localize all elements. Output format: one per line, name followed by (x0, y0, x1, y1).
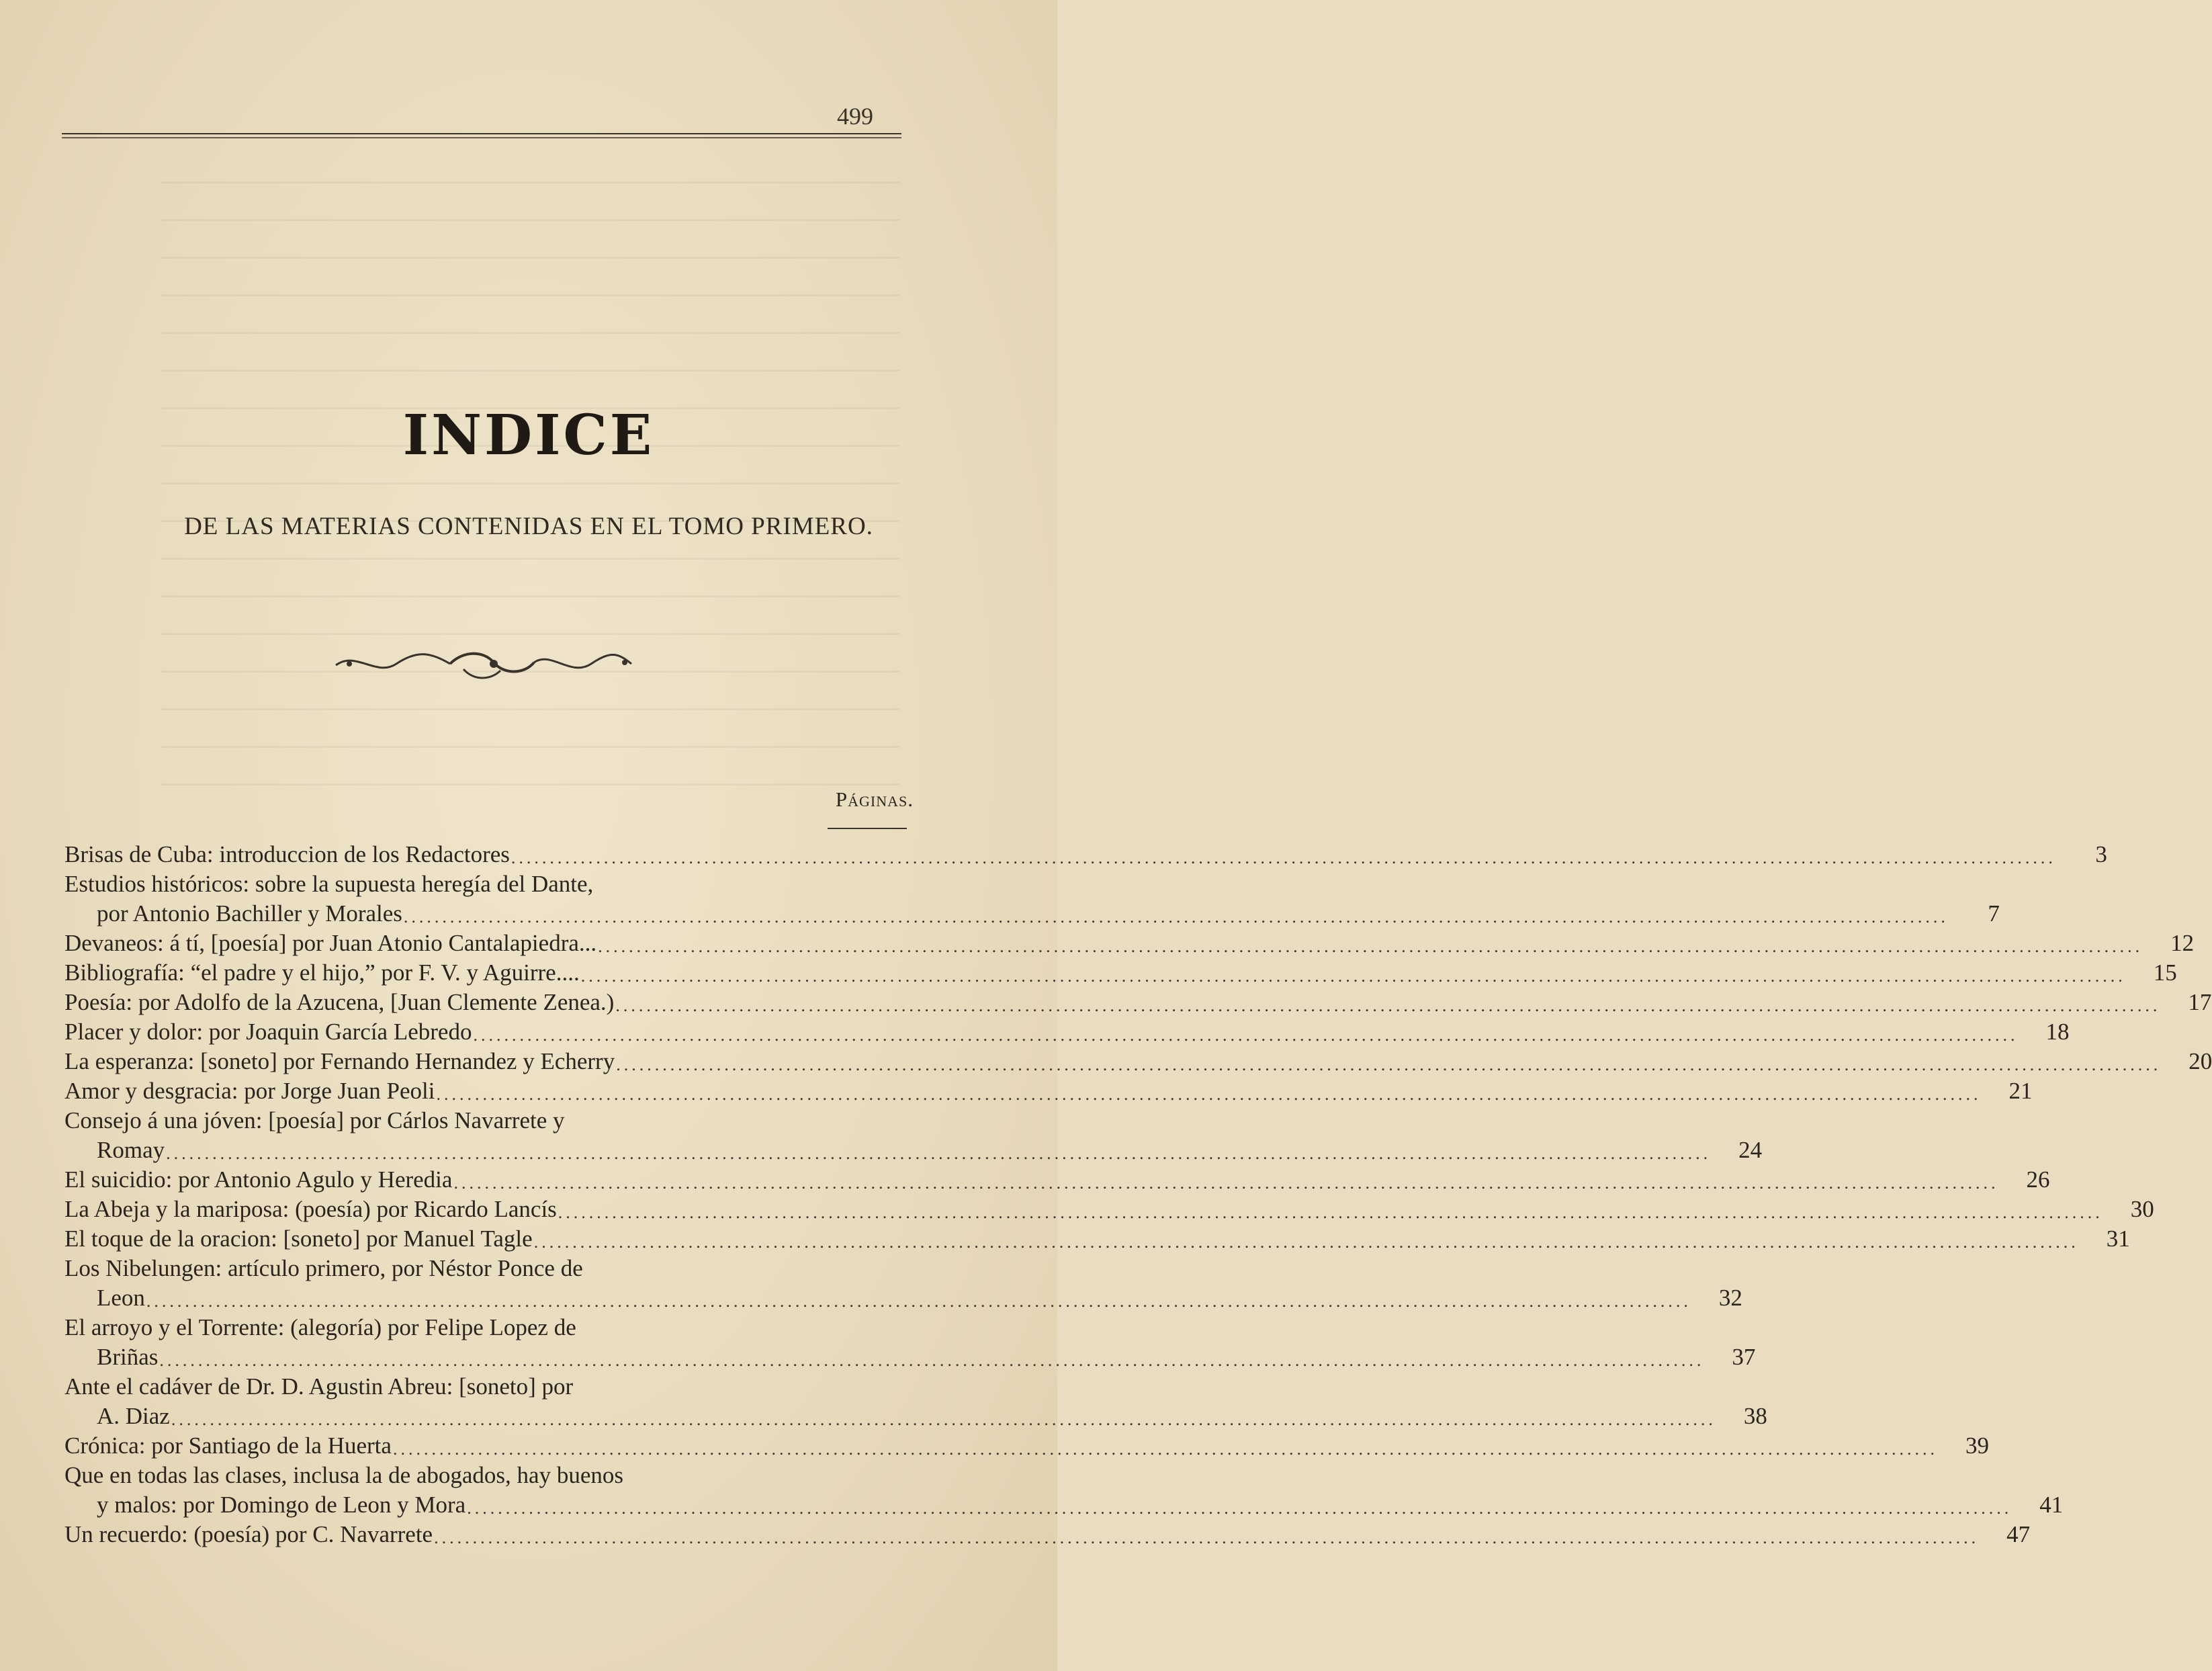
entry-page-number: 7 (1988, 900, 2000, 927)
entry-line (64, 840, 2107, 869)
entry-line (64, 988, 2212, 1017)
entry-page-number: 39 (1965, 1432, 1989, 1459)
dot-leader: ........................................................................................................................................................................................................ (616, 1055, 2162, 1074)
index-entry (64, 929, 2195, 958)
entry-continuation-line (64, 1342, 1756, 1372)
index-entry (64, 840, 2107, 869)
entry-line (64, 1165, 2050, 1195)
entry-line (64, 1076, 2033, 1106)
entry-continuation-line (64, 1136, 1763, 1165)
dot-leader: ........................................................................................................................................................................................................ (511, 848, 2056, 867)
entry-title-text: A. Diaz (97, 1403, 170, 1429)
entry-title-text: Estudios históricos: sobre la supuesta heregía del Dante, (64, 871, 594, 897)
entry-page-number: 24 (1738, 1137, 1763, 1163)
show-through-texture (161, 181, 900, 786)
entry-page-number: 30 (2130, 1196, 2154, 1222)
entry-page-number: 47 (2006, 1521, 2031, 1547)
entry-page-number: 17 (2188, 989, 2212, 1015)
index-entry (64, 1224, 2130, 1254)
entry-title-text: Leon (97, 1285, 145, 1311)
dot-leader: ........................................................................................................................................................................................................ (434, 1528, 1980, 1547)
entry-continuation-line (64, 1402, 1767, 1431)
index-entry (64, 1047, 2212, 1076)
entry-page-number: 37 (1732, 1344, 1756, 1370)
index-entry (64, 1254, 1742, 1313)
index-entry (64, 1165, 2050, 1195)
entry-title-text: Amor y desgracia: por Jorge Juan Peoli (64, 1078, 435, 1104)
entry-page-number: 32 (1718, 1285, 1742, 1311)
entry-page-number: 3 (2095, 841, 2107, 867)
index-entry (64, 1520, 2031, 1549)
dot-leader: ........................................................................................................................................................................................................ (166, 1144, 1712, 1163)
dot-leader: ........................................................................................................................................................................................................ (473, 1025, 2019, 1045)
entry-title-text: Los Nibelungen: artículo primero, por Néstor Ponce de (64, 1255, 583, 1281)
index-entry (64, 1076, 2033, 1106)
dot-leader: ........................................................................................................................................................................................................ (171, 1410, 1716, 1429)
entry-title-text: El arroyo y el Torrente: (alegoría) por Felipe Lopez de (64, 1314, 576, 1340)
entry-line (64, 1047, 2212, 1076)
index-entry (64, 1431, 1989, 1461)
entry-line (64, 1313, 897, 1342)
entry-page-number: 26 (2026, 1166, 2050, 1193)
index-title: INDICE (402, 403, 655, 468)
dot-leader: ........................................................................................................................................................................................................ (615, 996, 2161, 1015)
entry-continuation-line (64, 1283, 1742, 1313)
ornament-flourish (329, 644, 638, 684)
dot-leader: ........................................................................................................................................................................................................ (558, 1203, 2103, 1222)
entry-page-number: 41 (2039, 1492, 2064, 1518)
index-entry (64, 958, 2177, 988)
index-entry (64, 1195, 2154, 1224)
entry-title-text: Consejo á una jóven: [poesía] por Cárlos Navarrete y (64, 1107, 565, 1133)
entry-title-text: Devaneos: á tí, [poesía] por Juan Atonio Cantalapiedra... (64, 930, 597, 956)
entry-line (64, 1431, 1989, 1461)
entry-page-number: 15 (2153, 959, 2177, 986)
index-entry (64, 869, 2000, 929)
entry-line (64, 1520, 2031, 1549)
page-number: 499 (837, 103, 873, 130)
entry-title-text: Brisas de Cuba: introduccion de los Redactores (64, 841, 510, 867)
entry-line (64, 1372, 897, 1402)
entry-title-text: Que en todas las clases, inclusa la de abogados, hay buenos (64, 1462, 623, 1488)
dot-leader: ........................................................................................................................................................................................................ (146, 1291, 1691, 1311)
index-entry (64, 988, 2212, 1017)
entry-continuation-line (64, 1490, 2064, 1520)
header-rule (62, 132, 901, 140)
entry-title-text: El toque de la oracion: [soneto] por Manuel Tagle (64, 1226, 533, 1252)
pages-heading-rule (828, 828, 907, 829)
dot-leader: ........................................................................................................................................................................................................ (598, 937, 2143, 956)
entry-title-text: y malos: por Domingo de Leon y Mora (97, 1492, 466, 1518)
dot-leader: ........................................................................................................................................................................................................ (533, 1232, 2079, 1252)
entry-page-number: 12 (2170, 930, 2195, 956)
index-entry (64, 1313, 1756, 1372)
entry-line (64, 929, 2195, 958)
entry-page-number: 21 (2008, 1078, 2033, 1104)
index-entries (64, 840, 2212, 1549)
entry-line (64, 1254, 897, 1283)
entry-line (64, 1461, 897, 1490)
dot-leader: ........................................................................................................................................................................................................ (580, 966, 2126, 986)
entry-title-text: por Antonio Bachiller y Morales (97, 900, 402, 927)
index-entry (64, 1372, 1767, 1431)
entry-page-number: 31 (2106, 1226, 2130, 1252)
entry-title-text: Placer y dolor: por Joaquin García Lebredo (64, 1019, 472, 1045)
entry-title-text: Briñas (97, 1344, 159, 1370)
entry-title-text: Bibliografía: “el padre y el hijo,” por F. V. y Aguirre.... (64, 959, 580, 986)
entry-title-text: Romay (97, 1137, 165, 1163)
entry-title-text: Un recuerdo: (poesía) por C. Navarrete (64, 1521, 433, 1547)
index-entry (64, 1106, 1763, 1165)
entry-title-text: La Abeja y la mariposa: (poesía) por Ricardo Lancís (64, 1196, 557, 1222)
entry-line (64, 869, 897, 899)
entry-continuation-line (64, 899, 2000, 929)
dot-leader: ........................................................................................................................................................................................................ (467, 1498, 2012, 1518)
entry-page-number: 18 (2045, 1019, 2070, 1045)
dot-leader: ........................................................................................................................................................................................................ (453, 1173, 1999, 1193)
entry-title-text: Ante el cadáver de Dr. D. Agustin Abreu: [soneto] por (64, 1373, 574, 1400)
index-entry (64, 1461, 2064, 1520)
dot-leader: ........................................................................................................................................................................................................ (159, 1351, 1705, 1370)
entry-title-text: Poesía: por Adolfo de la Azucena, [Juan Clemente Zenea.) (64, 989, 615, 1015)
entry-line (64, 958, 2177, 988)
entry-title-text: La esperanza: [soneto] por Fernando Hernandez y Echerry (64, 1048, 615, 1074)
dot-leader: ........................................................................................................................................................................................................ (392, 1439, 1938, 1459)
entry-line (64, 1224, 2130, 1254)
dot-leader: ........................................................................................................................................................................................................ (403, 907, 1949, 927)
index-entry (64, 1017, 2070, 1047)
entry-line (64, 1106, 897, 1136)
entry-title-text: Crónica: por Santiago de la Huerta (64, 1432, 392, 1459)
entry-line (64, 1195, 2154, 1224)
dot-leader: ........................................................................................................................................................................................................ (436, 1084, 1982, 1104)
entry-title-text: El suicidio: por Antonio Agulo y Heredia (64, 1166, 453, 1193)
entry-line (64, 1017, 2070, 1047)
index-subtitle: DE LAS MATERIAS CONTENIDAS EN EL TOMO PRIMERO. (184, 513, 873, 540)
entry-page-number: 38 (1743, 1403, 1767, 1429)
entry-page-number: 20 (2188, 1048, 2212, 1074)
pages-column-heading: Páginas. (835, 787, 914, 811)
